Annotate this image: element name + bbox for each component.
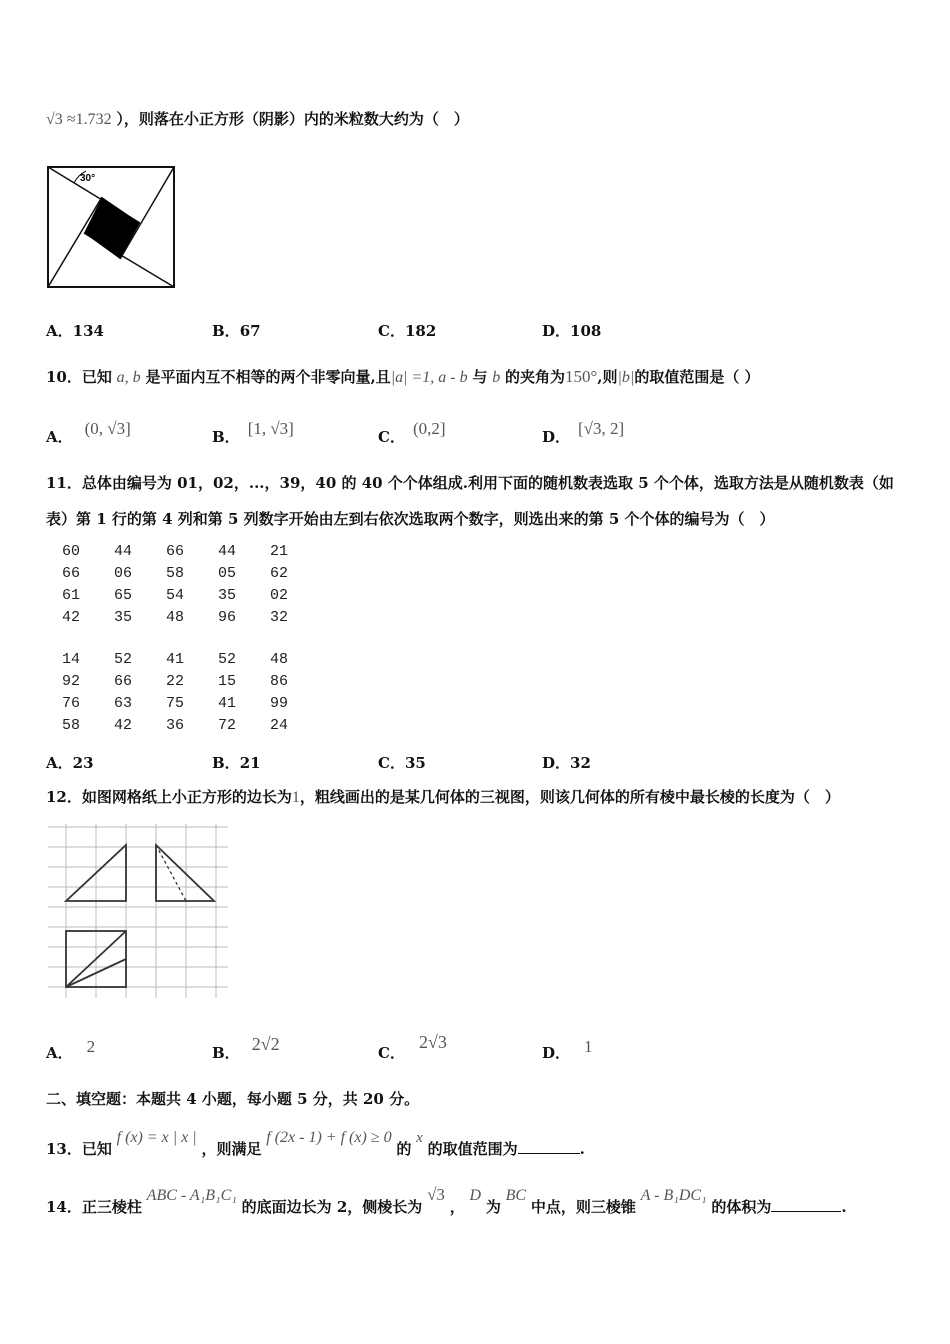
angle-label: 30° [80,173,96,184]
q9-option-d: D．108 [542,322,602,340]
table-row: 58 42 36 72 24 [62,717,289,734]
q10-option-d: D． [√3, 2] [542,419,625,446]
square-figure [44,163,178,291]
q10-option-c: C． (0,2] [378,419,446,446]
q11-option-a: A．23 [46,754,94,772]
q12-stem: 12．如图网格纸上小正方形的边长为1，粗线画出的是某几何体的三视图，则该几何体的所有棱中最长棱的长度为（ ） [46,788,840,806]
q11-line2: 表）第 1 行的第 4 列和第 5 列数字开始由左到右依次选取两个数字，则选出来的第 5 个个体的编号为（ ） [46,510,775,528]
q14-answer-blank[interactable] [771,1197,841,1212]
q14-stem: 14．正三棱柱 ABC - A₁B₁C₁ 的底面边长为 2，侧棱长为 √3 ， D 为 BC 中点，则三棱锥 A - B₁DC₁ 的体积为 . [46,1185,847,1216]
table-row: 61 65 54 35 02 [62,587,289,604]
q12-option-b: B． 2√2 [212,1034,280,1062]
q11-line1: 11．总体由编号为 01，02，...，39，40 的 40 个个体组成.利用下面的随机数表选取 5 个个体，选取方法是从随机数表（如 [46,474,894,492]
q9-option-a: A．134 [46,322,104,340]
table-row: 60 44 66 44 21 [62,543,289,560]
q9-option-c: C．182 [378,322,437,340]
q12-option-a: A． 2 [46,1037,96,1062]
q13-stem: 13．已知 f (x) = x | x | ，则满足 f (2x - 1) + f (x) ≥ 0 的 x 的取值范围为 . [46,1129,585,1158]
table-row: 66 06 58 05 62 [62,565,289,582]
sqrt3-approx: √3 ≈1.732 [46,111,112,128]
q10-option-b: B． [1, √3] [212,419,294,446]
table-row: 92 66 22 15 86 [62,673,289,690]
q10-stem: 10．已知 a, b 是平面内互不相等的两个非零向量,且|a| =1, a - b 与 b 的夹角为150°,则|b|的取值范围是（ ） [46,367,760,386]
q11-option-d: D．32 [542,754,591,772]
table-row: 76 63 75 41 99 [62,695,289,712]
table-row: 42 35 48 96 32 [62,609,289,626]
q10-option-a: A． (0, √3] [46,419,131,446]
q11-option-b: B．21 [212,754,261,772]
q13-answer-blank[interactable] [518,1139,580,1154]
random-number-table-bottom [62,651,322,739]
q9-tail-text: ），则落在小正方形（阴影）内的米粒数大约为（ ） [116,110,469,128]
q9-option-b: B．67 [212,322,261,340]
table-row: 14 52 41 52 48 [62,651,289,668]
three-view-grid-figure [46,824,232,1000]
q9-tail [46,108,469,129]
random-number-table-top [62,543,322,631]
q11-option-c: C．35 [378,754,426,772]
q12-option-c: C．2√3 [378,1032,447,1062]
q12-option-d: D． 1 [542,1037,593,1062]
section-heading: 二、填空题：本题共 4 小题，每小题 5 分，共 20 分。 [46,1090,420,1108]
